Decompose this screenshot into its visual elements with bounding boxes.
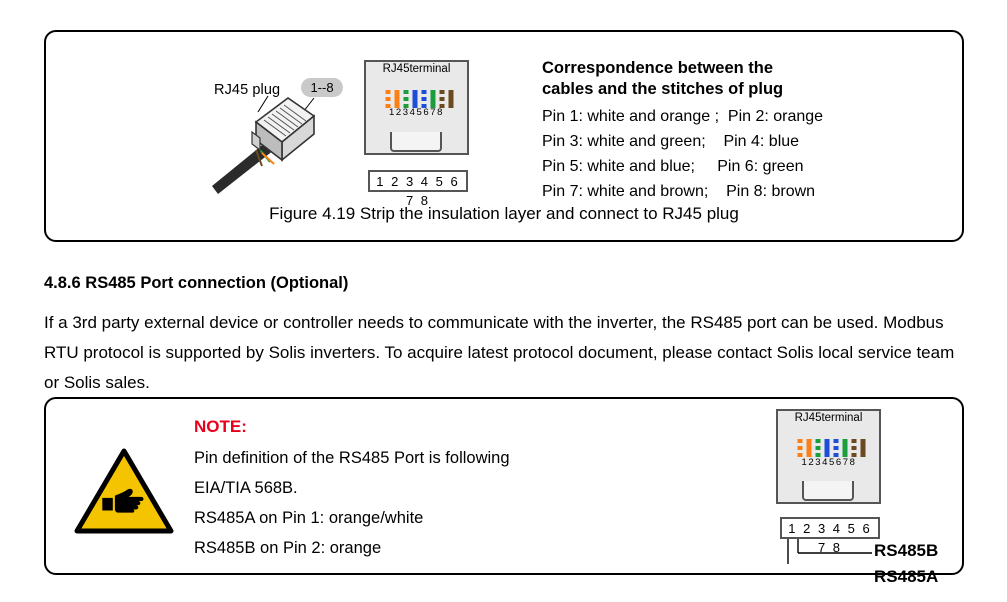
- note-text-block: [194, 443, 754, 563]
- rs485b-label: RS485B: [874, 541, 939, 560]
- pin-line-1: Pin 1: white and orange ; Pin 2: orange: [542, 108, 824, 125]
- note-rj45-terminal-diagram: [736, 409, 939, 586]
- pin-line-3: Pin 5: white and blue; Pin 6: green: [542, 158, 804, 175]
- note-terminal-pin-number-box: 1 2 3 4 5 6 7 8: [780, 517, 880, 539]
- terminal-title: RJ45terminal: [382, 63, 451, 75]
- figure-panel: [44, 30, 964, 242]
- pin-line-4: Pin 7: white and brown; Pin 8: brown: [542, 183, 816, 200]
- note-title: NOTE:: [194, 417, 247, 436]
- note-line-1: Pin definition of the RS485 Port is following: [194, 449, 510, 467]
- svg-text:12345678: 12345678: [801, 457, 857, 468]
- warning-triangle-icon: [74, 447, 174, 535]
- rj45-terminal-diagram: [364, 60, 484, 220]
- section-heading: 4.8.6 RS485 Port connection (Optional): [44, 274, 349, 292]
- note-line-2: EIA/TIA 568B.: [194, 479, 298, 497]
- plug-drawing-svg: [196, 54, 356, 204]
- rj45-plug-illustration: [196, 54, 356, 204]
- note-terminal-title: RJ45terminal: [794, 412, 863, 424]
- correspondence-heading-line2: cables and the stitches of plug: [542, 80, 784, 98]
- rj45-plug-label: RJ45 plug: [214, 82, 281, 98]
- note-panel: [44, 397, 964, 586]
- correspondence-text-block: [542, 58, 972, 204]
- note-line-4: RS485B on Pin 2: orange: [194, 539, 382, 557]
- terminal-wire-numbers: 12345678: [388, 107, 445, 118]
- pin-line-2: Pin 3: white and green; Pin 4: blue: [542, 133, 800, 150]
- section-body-text: If a 3rd party external device or controller needs to communicate with the inverter, the RS485 port can be used. Modbus RTU protocol is supported by Solis inverters. To acquire latest protocol document, please contact Solis local service team or Solis sales.: [44, 313, 955, 392]
- terminal-wires-svg: [364, 60, 469, 155]
- pin-range-badge: 1--8: [301, 78, 343, 97]
- figure-caption: Figure 4.19 Strip the insulation layer and connect to RJ45 plug: [269, 204, 739, 223]
- note-line-3: RS485A on Pin 1: orange/white: [194, 509, 424, 527]
- terminal-pin-number-box: 1 2 3 4 5 6 7 8: [368, 170, 468, 192]
- rs485a-label: RS485A: [874, 567, 939, 586]
- correspondence-heading-line1: Correspondence between the: [542, 59, 774, 77]
